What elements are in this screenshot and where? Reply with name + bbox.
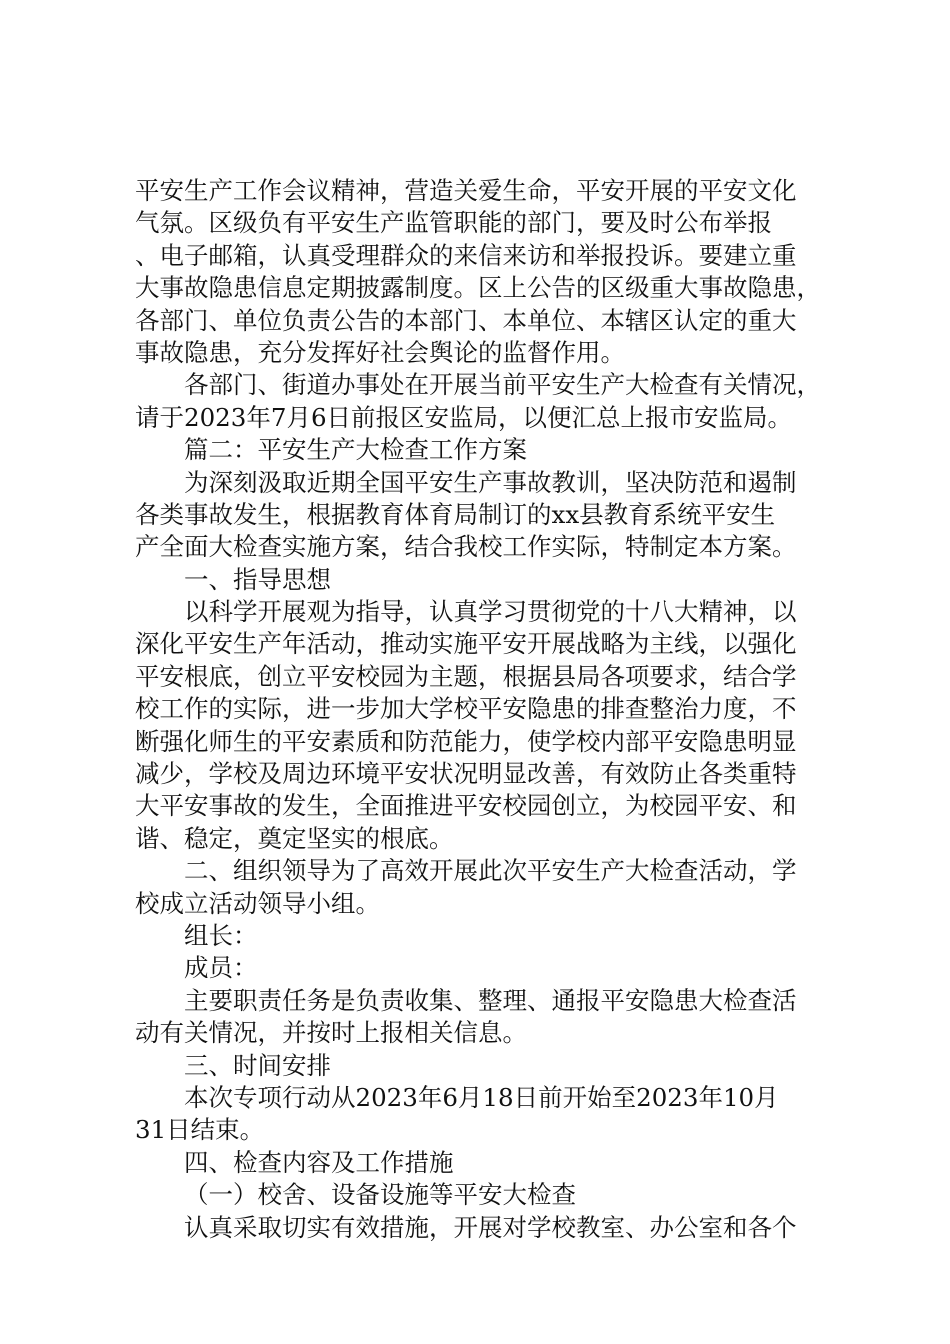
text-line: 断强化师生的平安素质和防范能力，使学校内部平安隐患明显	[135, 726, 797, 756]
text-line: 深化平安生产年活动，推动实施平安开展战略为主线，以强化	[135, 629, 797, 659]
text-line: 31日结束。	[135, 1115, 265, 1145]
paragraph-start-line: 以科学开展观为指导，认真学习贯彻党的十八大精神，以	[184, 597, 797, 627]
paragraph-start-line: 各部门、街道办事处在开展当前平安生产大检查有关情况，	[184, 370, 821, 400]
document-body	[135, 175, 835, 1244]
paragraph-start-line: 本次专项行动从2023年6月18日前开始至2023年10月	[184, 1082, 779, 1112]
text-line: 大平安事故的发生，全面推进平安校园创立，为校园平安、和	[135, 791, 797, 821]
text-line: 动有关情况，并按时上报相关信息。	[135, 1018, 527, 1048]
text-line: 平安根底，创立平安校园为主题，根据县局各项要求，结合学	[135, 661, 797, 691]
paragraph-start-line: 认真采取切实有效措施，开展对学校教室、办公室和各个	[184, 1212, 797, 1242]
paragraph-start-line: 为深刻汲取近期全国平安生产事故教训，坚决防范和遏制	[184, 467, 797, 497]
text-line: 产全面大检查实施方案，结合我校工作实际，特制定本方案。	[135, 532, 797, 562]
text-line: 各部门、单位负责公告的本部门、本单位、本辖区认定的重大	[135, 305, 797, 335]
paragraph-start-line: 四、检查内容及工作措施	[184, 1147, 454, 1177]
text-line: 、电子邮箱，认真受理群众的来信来访和举报投诉。要建立重	[135, 240, 797, 270]
text-line: 大事故隐患信息定期披露制度。区上公告的区级重大事故隐患，	[135, 273, 821, 303]
paragraph-start-line: 二、组织领导为了高效开展此次平安生产大检查活动，学	[184, 856, 797, 886]
paragraph-start-line: 一、指导思想	[184, 564, 331, 594]
text-line: 平安生产工作会议精神，营造关爱生命，平安开展的平安文化	[135, 176, 797, 205]
paragraph-start-line: 组长：	[184, 920, 258, 950]
text-line: 各类事故发生，根据教育体育局制订的xx县教育系统平安生	[135, 499, 776, 529]
paragraph-start-line: 篇二：平安生产大检查工作方案	[184, 435, 527, 465]
text-line: 校成立活动领导小组。	[135, 888, 380, 918]
paragraph-start-line: （一）校舍、设备设施等平安大检查	[184, 1180, 576, 1210]
text-line: 减少，学校及周边环境平安状况明显改善，有效防止各类重特	[135, 759, 797, 789]
text-line: 气氛。区级负有平安生产监管职能的部门，要及时公布举报	[135, 208, 772, 238]
paragraph-start-line: 成员：	[184, 953, 258, 983]
text-line: 校工作的实际，进一步加大学校平安隐患的排查整治力度，不	[135, 694, 797, 724]
paragraph-start-line: 三、时间安排	[184, 1050, 331, 1080]
text-line: 请于2023年7月6日前报区安监局，以便汇总上报市安监局。	[135, 402, 793, 432]
paragraph-start-line: 主要职责任务是负责收集、整理、通报平安隐患大检查活	[184, 985, 797, 1015]
text-line: 事故隐患，充分发挥好社会舆论的监督作用。	[135, 337, 625, 367]
text-line: 谐、稳定，奠定坚实的根底。	[135, 823, 454, 853]
